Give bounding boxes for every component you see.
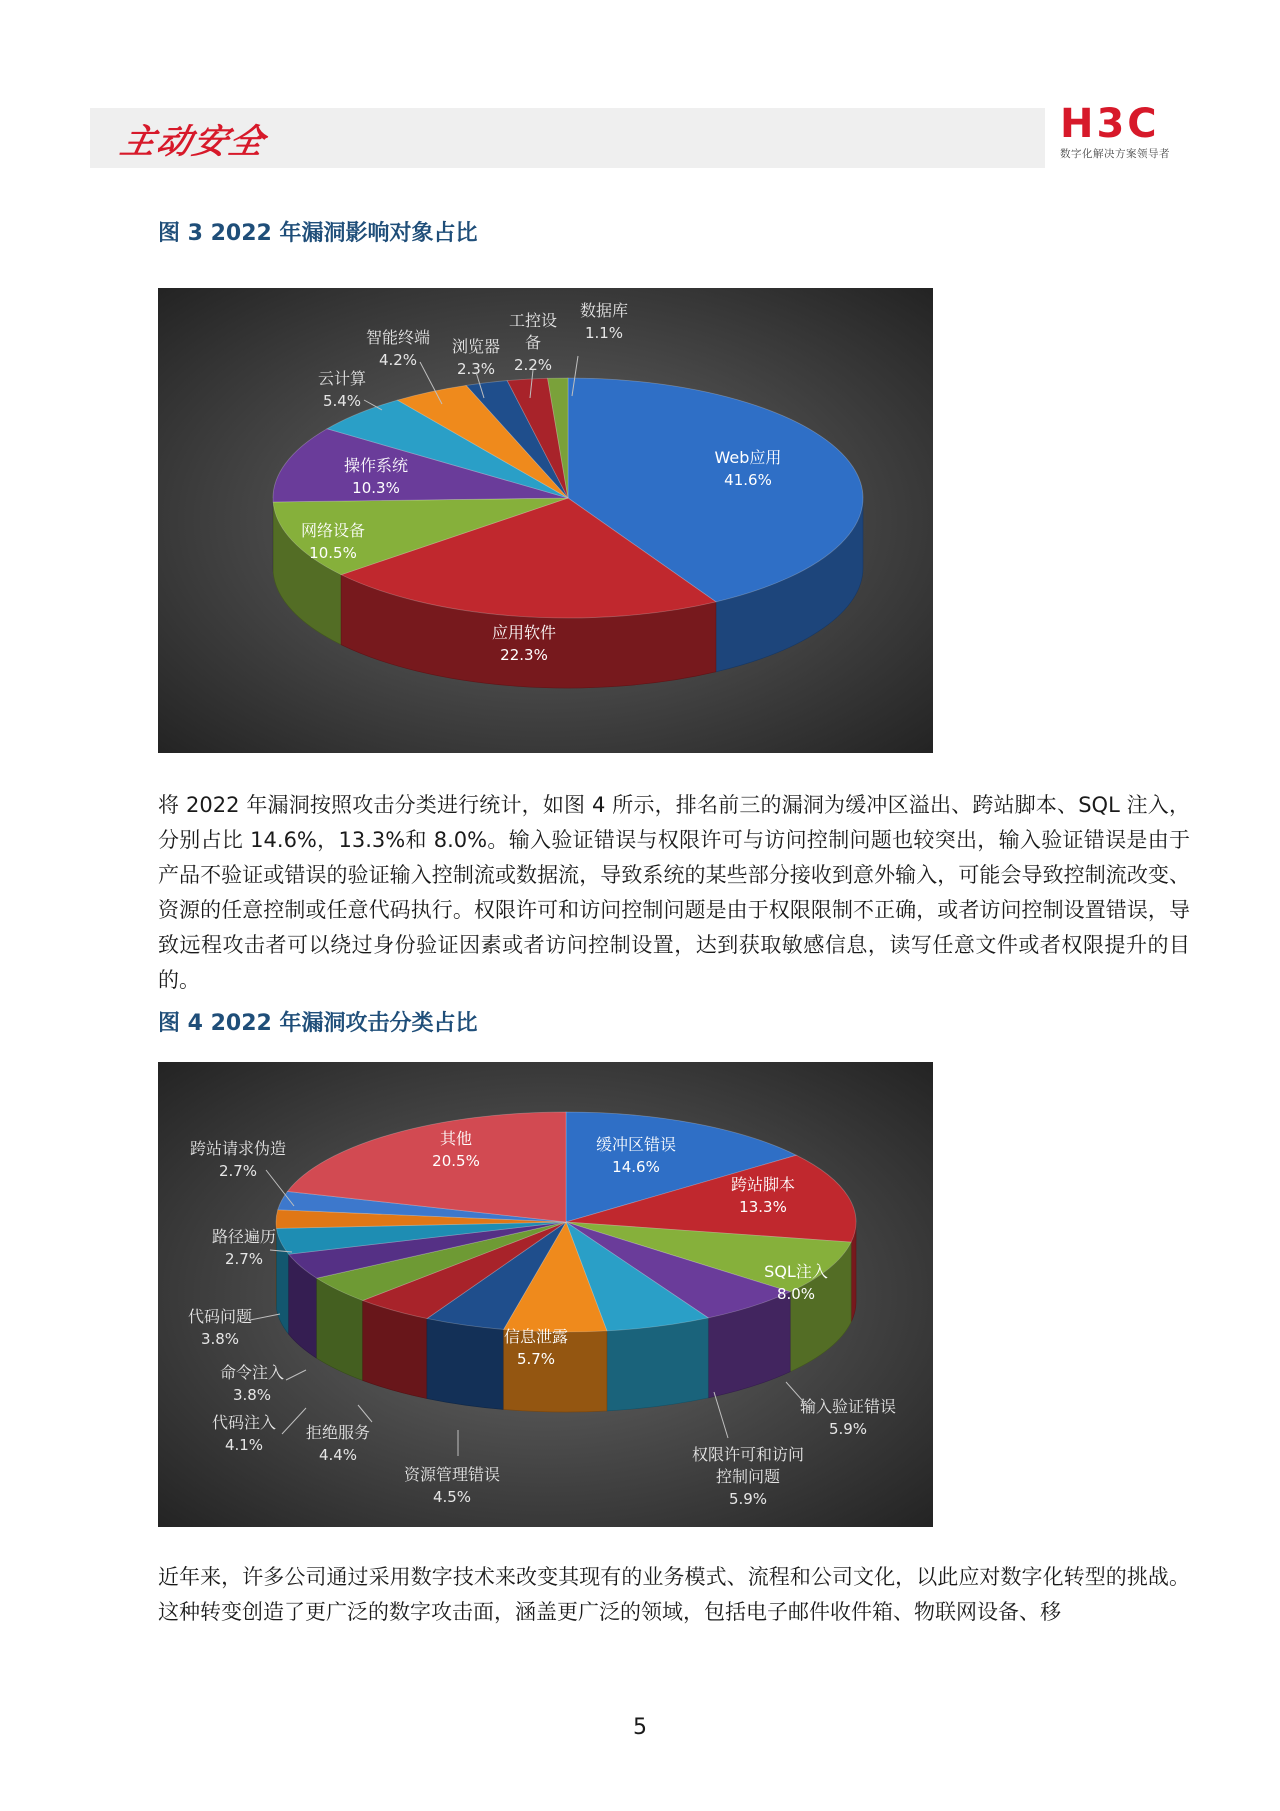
fig4-slice-14-name: 其他 <box>439 1129 473 1148</box>
fig3-slice-7-value: 2.3% <box>456 360 496 378</box>
fig4-slice-5-side <box>607 1318 708 1411</box>
page-number: 5 <box>633 1715 647 1740</box>
figure-4-pie-svg <box>158 1062 933 1527</box>
fig4-slice-13-name: 跨站请求伪造 <box>189 1139 287 1158</box>
fig4-slice-11-name: 代码问题 <box>187 1307 253 1326</box>
figure-3-pie-svg <box>158 288 933 753</box>
figure-4-chart <box>158 1062 933 1527</box>
body-paragraph-2: 近年来，许多公司通过采用数字技术来改变其现有的业务模式、流程和公司文化，以此应对数字化转型的挑战。这种转变创造了更广泛的数字攻击面，涵盖更广泛的领域，包括电子邮件收件箱、物联网设备、移 <box>158 1565 1190 1624</box>
fig4-slice-14-value: 20.5% <box>432 1152 480 1170</box>
fig4-slice-9-value: 4.1% <box>224 1436 264 1454</box>
logo-tagline: 数字化解决方案领导者 <box>1060 148 1170 160</box>
fig3-slice-5-name: 云计算 <box>317 369 367 388</box>
fig4-slice-10-name: 命令注入 <box>219 1363 285 1382</box>
fig3-slice-9-value: 1.1% <box>584 324 624 342</box>
fig4-slice-11-value: 3.8% <box>200 1330 240 1348</box>
fig4-slice-7-name: 资源管理错误 <box>403 1465 501 1484</box>
fig3-slice-1-name: Web应用 <box>714 448 782 467</box>
fig4-slice-1-value: 14.6% <box>612 1158 660 1176</box>
fig3-slice-8-name: 工控设 <box>508 311 558 330</box>
figure-4-title: 图 4 2022 年漏洞攻击分类占比 <box>158 1011 478 1036</box>
fig3-slice-7-name: 浏览器 <box>451 337 501 356</box>
fig4-slice-3-name: SQL注入 <box>764 1262 828 1281</box>
fig4-slice-9-name: 代码注入 <box>211 1413 277 1432</box>
fig4-slice-5-name: 控制问题 <box>715 1467 781 1486</box>
fig3-slice-2-value: 22.3% <box>500 646 548 664</box>
fig4-slice-4-name: 输入验证错误 <box>799 1397 897 1416</box>
fig4-slice-8-value: 4.4% <box>318 1446 358 1464</box>
fig4-slice-6-value: 5.7% <box>516 1350 556 1368</box>
fig4-slice-2-value: 13.3% <box>739 1198 787 1216</box>
fig4-slice-1-name: 缓冲区错误 <box>595 1135 677 1154</box>
fig3-slice-5-value: 5.4% <box>322 392 362 410</box>
fig3-slice-6-value: 4.2% <box>378 351 418 369</box>
figure-3-chart <box>158 288 933 753</box>
fig4-slice-4-value: 5.9% <box>828 1420 868 1438</box>
fig4-slice-10-value: 3.8% <box>232 1386 272 1404</box>
fig3-slice-8-name: 备 <box>524 333 542 352</box>
fig3-slice-3-value: 10.5% <box>309 544 357 562</box>
fig3-slice-3-name: 网络设备 <box>300 521 366 540</box>
h3c-logo <box>1060 101 1190 164</box>
fig4-slice-13-value: 2.7% <box>218 1162 258 1180</box>
fig4-slice-7-side <box>427 1319 504 1410</box>
fig4-slice-5-value: 5.9% <box>728 1490 768 1508</box>
body-paragraph-1: 将 2022 年漏洞按照攻击分类进行统计，如图 4 所示，排名前三的漏洞为缓冲区溢出、跨站脚本、SQL 注入，分别占比 14.6%，13.3%和 8.0%。输入验证错误与权限许可与访问控制问题也较突出，输入验证错误是由于产品不验证或错误的验证输入控制流或数据流，导致系统的某些部分接收到意外输入，可能会导致控制流改变、资源的任意控制或任意代码执行。权限许可和访问控制问题是由于权限限制不正确，或者访问控制设置错误，导致远程攻击者可以绕过身份验证因素或者访问控制设置，达到获取敏感信息，读写任意文件或者权限提升的目的。 <box>158 793 1190 992</box>
fig4-slice-3-value: 8.0% <box>776 1285 816 1303</box>
fig4-slice-7-value: 4.5% <box>432 1488 472 1506</box>
fig4-slice-2-name: 跨站脚本 <box>730 1175 796 1194</box>
fig4-slice-12-value: 2.7% <box>224 1250 264 1268</box>
fig3-slice-4-name: 操作系统 <box>343 456 409 475</box>
fig4-slice-5-name: 权限许可和访问 <box>691 1445 805 1464</box>
fig3-slice-6-name: 智能终端 <box>365 328 431 347</box>
fig3-slice-1-value: 41.6% <box>724 471 772 489</box>
fig4-slice-8-name: 拒绝服务 <box>305 1423 371 1442</box>
logo-mark: H3C <box>1060 101 1160 147</box>
fig3-slice-8-value: 2.2% <box>513 356 553 374</box>
fig3-slice-4-value: 10.3% <box>352 479 400 497</box>
fig4-slice-12-name: 路径遍历 <box>211 1227 277 1246</box>
figure-3-title: 图 3 2022 年漏洞影响对象占比 <box>158 221 478 246</box>
fig3-slice-9-name: 数据库 <box>579 301 629 320</box>
fig4-slice-6-name: 信息泄露 <box>503 1327 569 1346</box>
fig3-slice-2-name: 应用软件 <box>491 623 557 642</box>
brand-slogan: 主动安全 <box>117 122 270 162</box>
